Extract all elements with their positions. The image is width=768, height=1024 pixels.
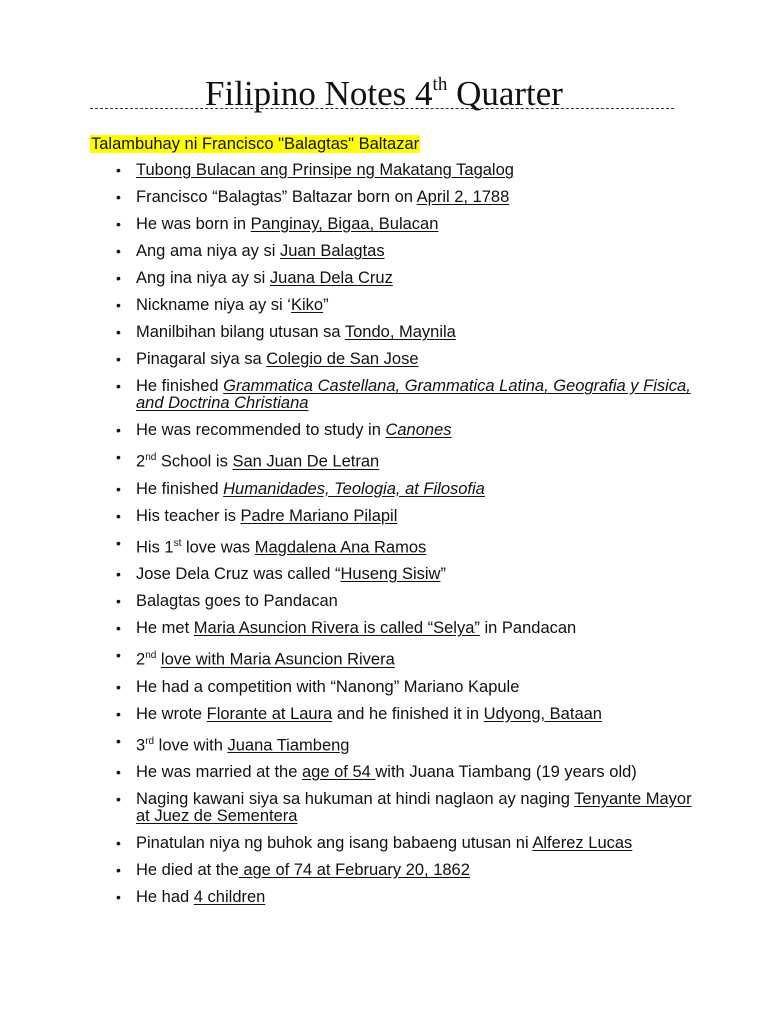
bullet-icon: • xyxy=(116,216,121,232)
note-text: in Pandacan xyxy=(479,619,577,637)
bullet-icon: • xyxy=(116,378,121,394)
underlined-term: Humanidades, Teologia, at Filosofia xyxy=(223,479,485,498)
underlined-term: Panginay, Bigaa, Bulacan xyxy=(250,215,439,233)
bullet-icon: • xyxy=(116,705,121,722)
highlighted-heading-text: Talambuhay ni Francisco "Balagtas" Baltazar xyxy=(91,135,420,153)
ordinal-suffix: rd xyxy=(145,735,155,747)
note-item xyxy=(0,642,700,674)
note-text: His teacher is xyxy=(136,506,241,525)
underlined-term: April 2, 1788 xyxy=(416,188,510,206)
underlined-term: Canones xyxy=(385,421,452,439)
bullet-icon: • xyxy=(116,422,121,438)
note-item xyxy=(0,786,696,830)
note-item xyxy=(0,319,700,346)
note-text: Jose Dela Cruz was called “ xyxy=(136,565,341,583)
note-text: Nickname niya ay si ‘ xyxy=(136,296,291,314)
note-item xyxy=(0,373,696,417)
note-text: Balagtas goes to Pandacan xyxy=(136,592,338,610)
ordinal-suffix: nd xyxy=(145,452,157,463)
bullet-icon: • xyxy=(116,297,121,313)
note-item xyxy=(0,444,700,476)
bullet-icon: • xyxy=(116,764,121,780)
note-text: 2 xyxy=(136,650,146,669)
bullet-icon: • xyxy=(116,480,121,497)
note-text: 2 xyxy=(136,452,146,471)
note-text: Pinagaral siya sa xyxy=(136,350,267,368)
note-text: Ang ina niya ay si xyxy=(136,269,270,287)
bullet-icon: • xyxy=(116,889,121,905)
note-text: He met xyxy=(136,619,194,637)
note-text: Naging kawani siya sa hukuman at hindi naglaon ay naging xyxy=(136,790,575,808)
underlined-term: Colegio de San Jose xyxy=(266,350,419,368)
note-text: He died at the xyxy=(136,861,239,879)
title-superscript: th xyxy=(432,74,448,96)
note-item xyxy=(0,701,700,728)
bullet-icon: • xyxy=(116,162,121,178)
underlined-term: love with Maria Asuncion Rivera xyxy=(160,650,395,669)
underlined-term: Huseng Sisiw xyxy=(340,565,441,583)
note-text: School is xyxy=(156,452,233,471)
note-text: Ang ama niya ay si xyxy=(136,242,280,260)
underlined-term: age of 54 xyxy=(301,763,376,781)
underlined-term: Juana Dela Cruz xyxy=(269,269,393,287)
underlined-term: Grammatica Castellana, Grammatica Latina, Geografia y Fisica, and Doctrina Christiana xyxy=(136,377,691,412)
note-item xyxy=(0,238,700,265)
bullet-icon: • xyxy=(116,449,121,465)
underlined-term: San Juan De Letran xyxy=(232,452,380,471)
note-text: and he finished it in xyxy=(332,704,484,723)
note-text: He was born in xyxy=(136,215,251,233)
bullet-icon: • xyxy=(116,791,121,807)
note-text: He had xyxy=(136,888,194,906)
note-item xyxy=(0,615,700,642)
underlined-term: Padre Mariano Pilapil xyxy=(240,506,398,525)
note-item xyxy=(0,503,700,530)
underlined-term: Juana Tiambeng xyxy=(227,736,350,754)
underlined-term: Florante at Laura xyxy=(206,704,333,723)
underlined-term: Kiko xyxy=(290,296,324,314)
note-text: love was xyxy=(181,538,255,556)
note-item xyxy=(0,830,700,857)
bullet-icon: • xyxy=(116,270,121,286)
note-item xyxy=(0,211,700,238)
note-text: with Juana Tiambang (19 years old) xyxy=(375,763,637,781)
bullet-icon: • xyxy=(116,620,121,636)
note-text: Manilbihan bilang utusan sa xyxy=(136,323,345,341)
note-item xyxy=(0,588,700,615)
note-text: He finished xyxy=(136,377,224,395)
ordinal-suffix: st xyxy=(173,537,182,549)
underlined-term: Tondo, Maynila xyxy=(344,323,456,341)
note-item xyxy=(0,265,700,292)
note-item xyxy=(0,157,700,184)
note-item xyxy=(0,530,700,562)
note-text: He was recommended to study in xyxy=(136,421,386,439)
bullet-icon: • xyxy=(116,835,121,851)
bullet-icon: • xyxy=(116,678,121,695)
section-heading xyxy=(90,133,420,155)
note-text: love with xyxy=(154,736,228,754)
note-text: He finished xyxy=(136,479,224,498)
bullet-icon: • xyxy=(116,189,121,205)
note-item xyxy=(0,346,700,373)
underlined-term: 4 children xyxy=(193,888,266,906)
note-item xyxy=(0,292,700,319)
underlined-term: Magdalena Ana Ramos xyxy=(254,538,427,556)
bullet-icon: • xyxy=(116,647,121,663)
bullet-icon: • xyxy=(116,566,121,582)
bullet-icon: • xyxy=(116,534,121,551)
note-text: ” xyxy=(440,565,446,583)
bullet-icon: • xyxy=(116,593,121,609)
note-text: His 1 xyxy=(136,538,174,556)
bullet-icon: • xyxy=(116,324,121,340)
bullet-icon: • xyxy=(116,243,121,259)
title-main: Filipino Notes 4 xyxy=(205,74,433,113)
note-text: Francisco “Balagtas” Baltazar born on xyxy=(136,188,417,206)
note-text: 3 xyxy=(136,736,146,754)
underlined-term: Tubong Bulacan ang Prinsipe ng Makatang Tagalog xyxy=(136,161,514,179)
note-text: He was married at the xyxy=(136,763,302,781)
note-item xyxy=(0,728,700,760)
note-item xyxy=(0,857,700,884)
underlined-term: Tenyante Mayor at Juez de Sementera xyxy=(136,790,692,825)
title-end: Quarter xyxy=(447,74,563,113)
note-item xyxy=(0,884,700,911)
note-item xyxy=(0,561,700,588)
note-text: He had a competition with “Nanong” Mariano Kapule xyxy=(136,677,520,696)
note-item xyxy=(0,184,700,211)
underlined-term: Juan Balagtas xyxy=(280,242,385,260)
underlined-term: age of 74 at February 20, 1862 xyxy=(238,861,470,879)
underlined-term: Udyong, Bataan xyxy=(483,704,602,723)
underlined-term: Maria Asuncion Rivera is called “Selya” xyxy=(193,619,480,637)
bullet-icon: • xyxy=(116,732,121,749)
bullet-icon: • xyxy=(116,507,121,524)
bullet-icon: • xyxy=(116,351,121,367)
note-text: He wrote xyxy=(136,704,207,723)
ordinal-suffix: nd xyxy=(145,650,157,661)
notes-list xyxy=(0,157,700,911)
note-text: ” xyxy=(323,296,329,314)
note-text: Pinatulan niya ng buhok ang isang babaeng utusan ni xyxy=(136,834,533,852)
note-item xyxy=(0,476,700,503)
note-item xyxy=(0,759,696,786)
underlined-term: Alferez Lucas xyxy=(532,834,633,852)
dashed-divider xyxy=(90,108,674,109)
note-item xyxy=(0,417,700,444)
bullet-icon: • xyxy=(116,862,121,878)
note-item xyxy=(0,674,700,701)
